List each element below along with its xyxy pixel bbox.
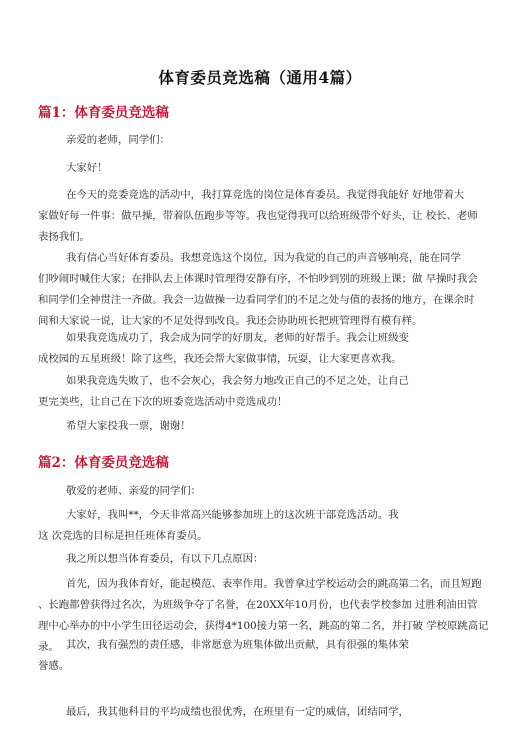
section1-paragraph-2 (38, 158, 490, 179)
section-1-heading: 篇1：体育委员竞选稿 (38, 105, 169, 121)
paragraph-line: 希望大家投我一票，谢谢！ (66, 420, 191, 432)
paragraph-line: 亲爱的老师，同学们： (66, 134, 170, 146)
section-2-heading: 篇2：体育委员竞选稿 (38, 455, 169, 471)
section1-paragraph-7 (38, 416, 490, 437)
paragraph-line: 家做好每一件事：做早操，带着队伍跑步等等。我也觉得我可以给班级带个好头，让 校长、老师 (38, 210, 478, 222)
paragraph-line: 间和大家说一说，让大家的不足处得到改良。我还会协助班长把班管理得有模有样。 (38, 315, 423, 327)
section1-paragraph-6 (38, 371, 490, 413)
paragraph-line: 这 次竞选的目标是担任班体育委员。 (38, 530, 208, 542)
paragraph-line: 最后，我其他科目的平均成绩也很优秀，在班里有一定的威信，团结同学， (66, 706, 409, 718)
paragraph-line: 如果我竞选失败了，也不会灰心，我会努力地改正自己的不足之处，让自己 (66, 375, 409, 387)
paragraph-line: 录。 (38, 641, 59, 653)
section2-paragraph-3 (38, 549, 490, 570)
paragraph-line: 大家好，我叫**，今天非常高兴能够参加班上的这次班干部竞选活动。我 (66, 509, 399, 521)
paragraph-line: 理中心举办的中小学生田径运动会，获得4*100接力第一名，跳高的第二名，并打破 学校原跳高记 (38, 620, 489, 632)
paragraph-line: 表扬我们。 (38, 231, 90, 243)
paragraph-line: 如果我竞选成功了，我会成为同学的好朋友，老师的好帮手。我会让班级变 (66, 332, 409, 344)
section1-paragraph-4 (38, 248, 490, 332)
paragraph-line: 成校园的五星班级！除了这些，我还会帮大家做事情，玩耍，让大家更喜欢我。 (38, 353, 402, 365)
paragraph-line: 更完美些，让自己在下次的班委竞选活动中竞选成功！ (38, 396, 288, 408)
section2-paragraph-1 (38, 481, 490, 502)
paragraph-line: 我有信心当好体育委员。我想竞选这个岗位，因为我觉的自己的声音够响亮，能在同学 (66, 252, 461, 264)
section1-paragraph-1 (38, 130, 490, 151)
paragraph-line: 敬爱的老师、亲爱的同学们： (66, 485, 202, 497)
section1-paragraph-5 (38, 328, 490, 370)
paragraph-line: 我之所以想当体育委员，有以下几点原因： (66, 553, 264, 565)
paragraph-line: 在今天的竞委竞选的活动中，我打算竞选的岗位是体育委员。我觉得我能好 好地带着大 (66, 189, 465, 201)
section1-paragraph-3 (38, 185, 490, 248)
paragraph-line: 其次，我有强烈的责任感，非常愿意为班集体做出贡献，具有很强的集体荣 (66, 639, 409, 651)
paragraph-line: 首先，因为我体育好，能起模范、表率作用。我曾拿过学校运动会的跳高第二名，而且短跑 (66, 578, 482, 590)
paragraph-line: 、长跑都曾获得过名次，为班级争夺了名誉，在20XX年10月份，也代表学校参加 过胜利油田管 (38, 599, 478, 611)
section2-paragraph-6 (38, 702, 490, 723)
section2-paragraph-5 (38, 635, 490, 677)
document-title: 体育委员竞选稿（通用4篇） (158, 68, 362, 87)
paragraph-line: 誉感。 (38, 660, 70, 672)
paragraph-line: 和同学们全神贯注一齐做。我会一边做操一边看同学们的不足之处与值的表扬的地方，在课余时 (38, 294, 475, 306)
section2-paragraph-2 (38, 505, 490, 547)
paragraph-line: 大家好！ (66, 162, 108, 174)
paragraph-line: 们吵闹时喊住大家；在排队去上体课时管理得安静有序，不怕吵到别的班级上课；做 早操时我会 (38, 273, 478, 285)
